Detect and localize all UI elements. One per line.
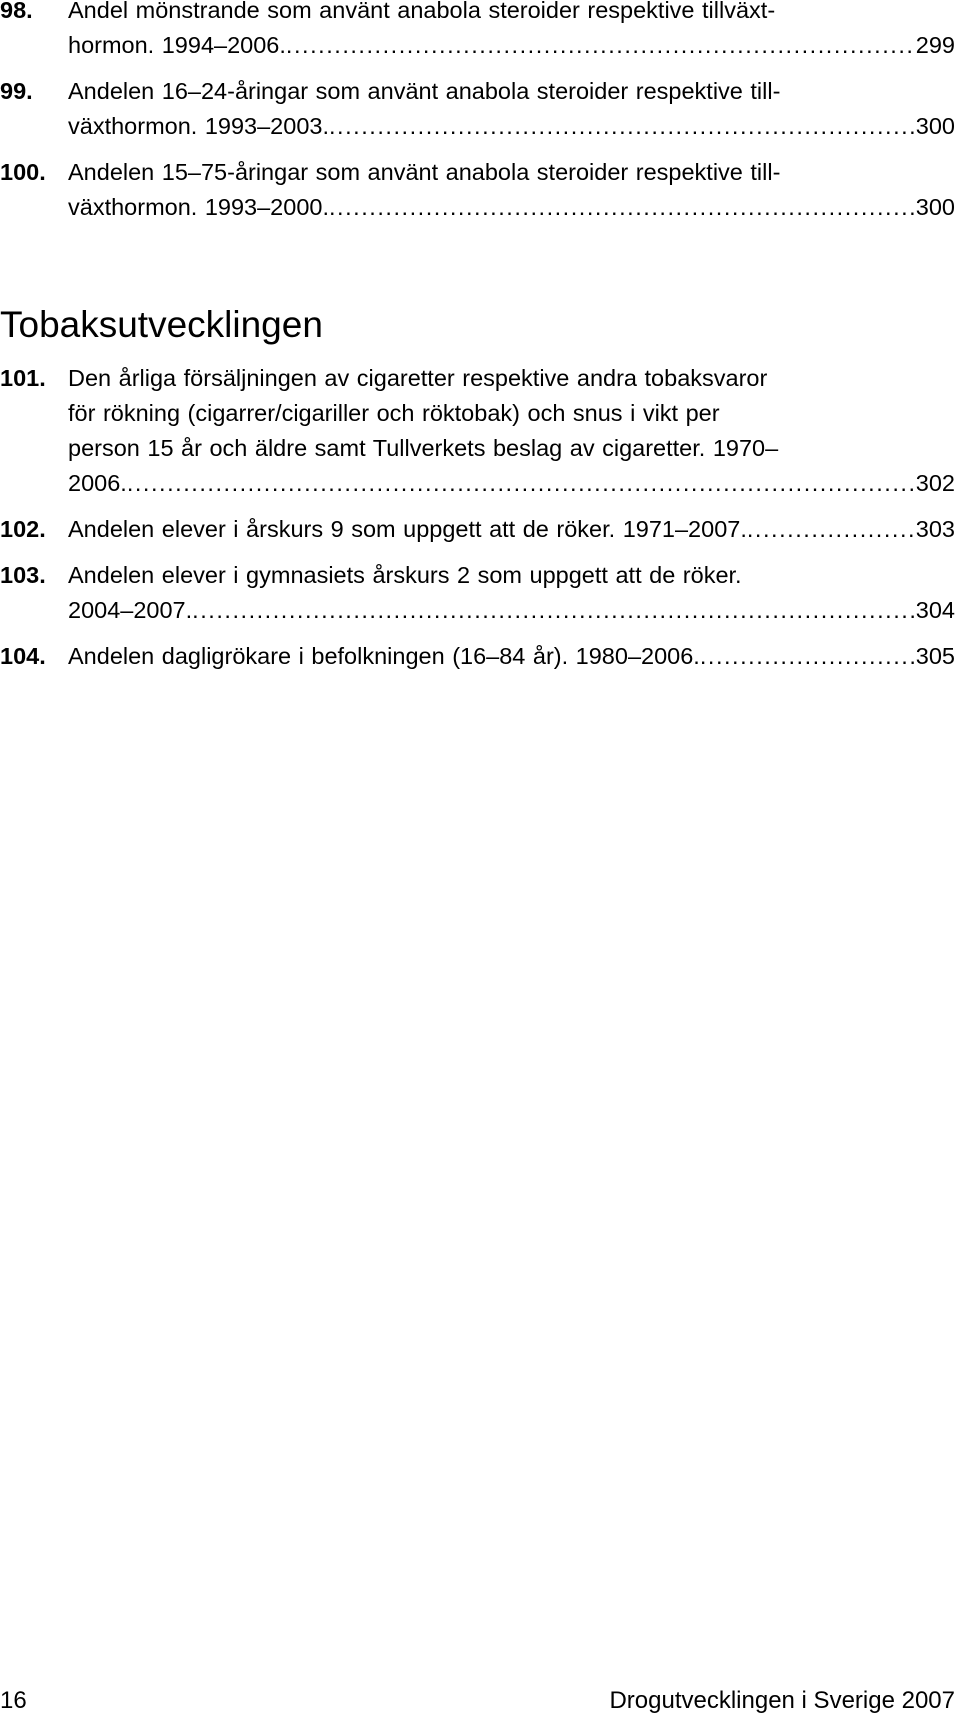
entry-last-line: [68, 466, 955, 501]
dot-leader: [700, 639, 914, 674]
dot-leader: [747, 512, 914, 547]
entry-page-number: 305: [915, 643, 955, 669]
table-of-contents: [0, 0, 955, 685]
entry-title-end: hormon. 1994–2006.: [68, 32, 286, 58]
entry-title-line: Andelen 15–75-åringar som använt anabola steroider respektive till-: [68, 159, 781, 185]
entry-number: 104.: [0, 643, 46, 669]
entry-last-line: [68, 512, 955, 547]
entry-page-number: 300: [915, 194, 955, 220]
footer-page-number: 16: [0, 1687, 27, 1714]
entry-number: 98.: [0, 0, 33, 23]
entry-title-line: Den årliga försäljningen av cigaretter respektive andra tobaksvaror: [68, 365, 768, 391]
toc-entry-99: [0, 74, 955, 144]
dot-leader: [286, 28, 914, 63]
entry-title-end: Andelen dagligrökare i befolkningen (16–84 år). 1980–2006.: [68, 643, 700, 669]
toc-entry-98: [0, 0, 955, 63]
entry-page-number: 303: [915, 516, 955, 542]
entry-page-number: 302: [915, 470, 955, 496]
entry-title-end: växthormon. 1993–2000.: [68, 194, 329, 220]
toc-entry-103: [0, 558, 955, 628]
dot-leader: [192, 593, 914, 628]
entry-title-end: växthormon. 1993–2003.: [68, 113, 329, 139]
entry-number: 103.: [0, 562, 46, 588]
dot-leader: [329, 190, 914, 225]
entry-number: 99.: [0, 78, 33, 104]
toc-entry-101: [0, 361, 955, 501]
entry-title-line: person 15 år och äldre samt Tullverkets beslag av cigaretter. 1970–: [68, 435, 779, 461]
toc-entry-102: [0, 512, 955, 547]
entry-page-number: 304: [915, 597, 955, 623]
entry-last-line: [68, 593, 955, 628]
entry-number: 101.: [0, 365, 46, 391]
entry-title-line: för rökning (cigarrer/cigariller och röktobak) och snus i vikt per: [68, 400, 720, 426]
dot-leader: [127, 466, 914, 501]
entry-page-number: 300: [915, 113, 955, 139]
section-heading: Tobaksutvecklingen: [0, 304, 323, 345]
entry-last-line: [68, 109, 955, 144]
toc-entry-100: [0, 155, 955, 225]
entry-number: 100.: [0, 159, 46, 185]
toc-entry-104: [0, 639, 955, 674]
dot-leader: [329, 109, 914, 144]
entry-last-line: [68, 190, 955, 225]
entry-title-end: 2004–2007.: [68, 597, 193, 623]
entry-last-line: [68, 28, 955, 63]
entry-title-end: Andelen elever i årskurs 9 som uppgett att de röker. 1971–2007.: [68, 516, 747, 542]
footer-publication-title: Drogutvecklingen i Sverige 2007: [609, 1687, 955, 1714]
entry-title-line: Andel mönstrande som använt anabola steroider respektive tillväxt-: [68, 0, 776, 23]
entry-title-line: Andelen 16–24-åringar som använt anabola steroider respektive till-: [68, 78, 781, 104]
entry-number: 102.: [0, 516, 46, 542]
entry-title-line: Andelen elever i gymnasiets årskurs 2 som uppgett att de röker.: [68, 562, 742, 588]
entry-title-end: 2006.: [68, 470, 127, 496]
page-footer: [0, 1686, 955, 1716]
entry-page-number: 299: [915, 32, 955, 58]
entry-last-line: [68, 639, 955, 674]
